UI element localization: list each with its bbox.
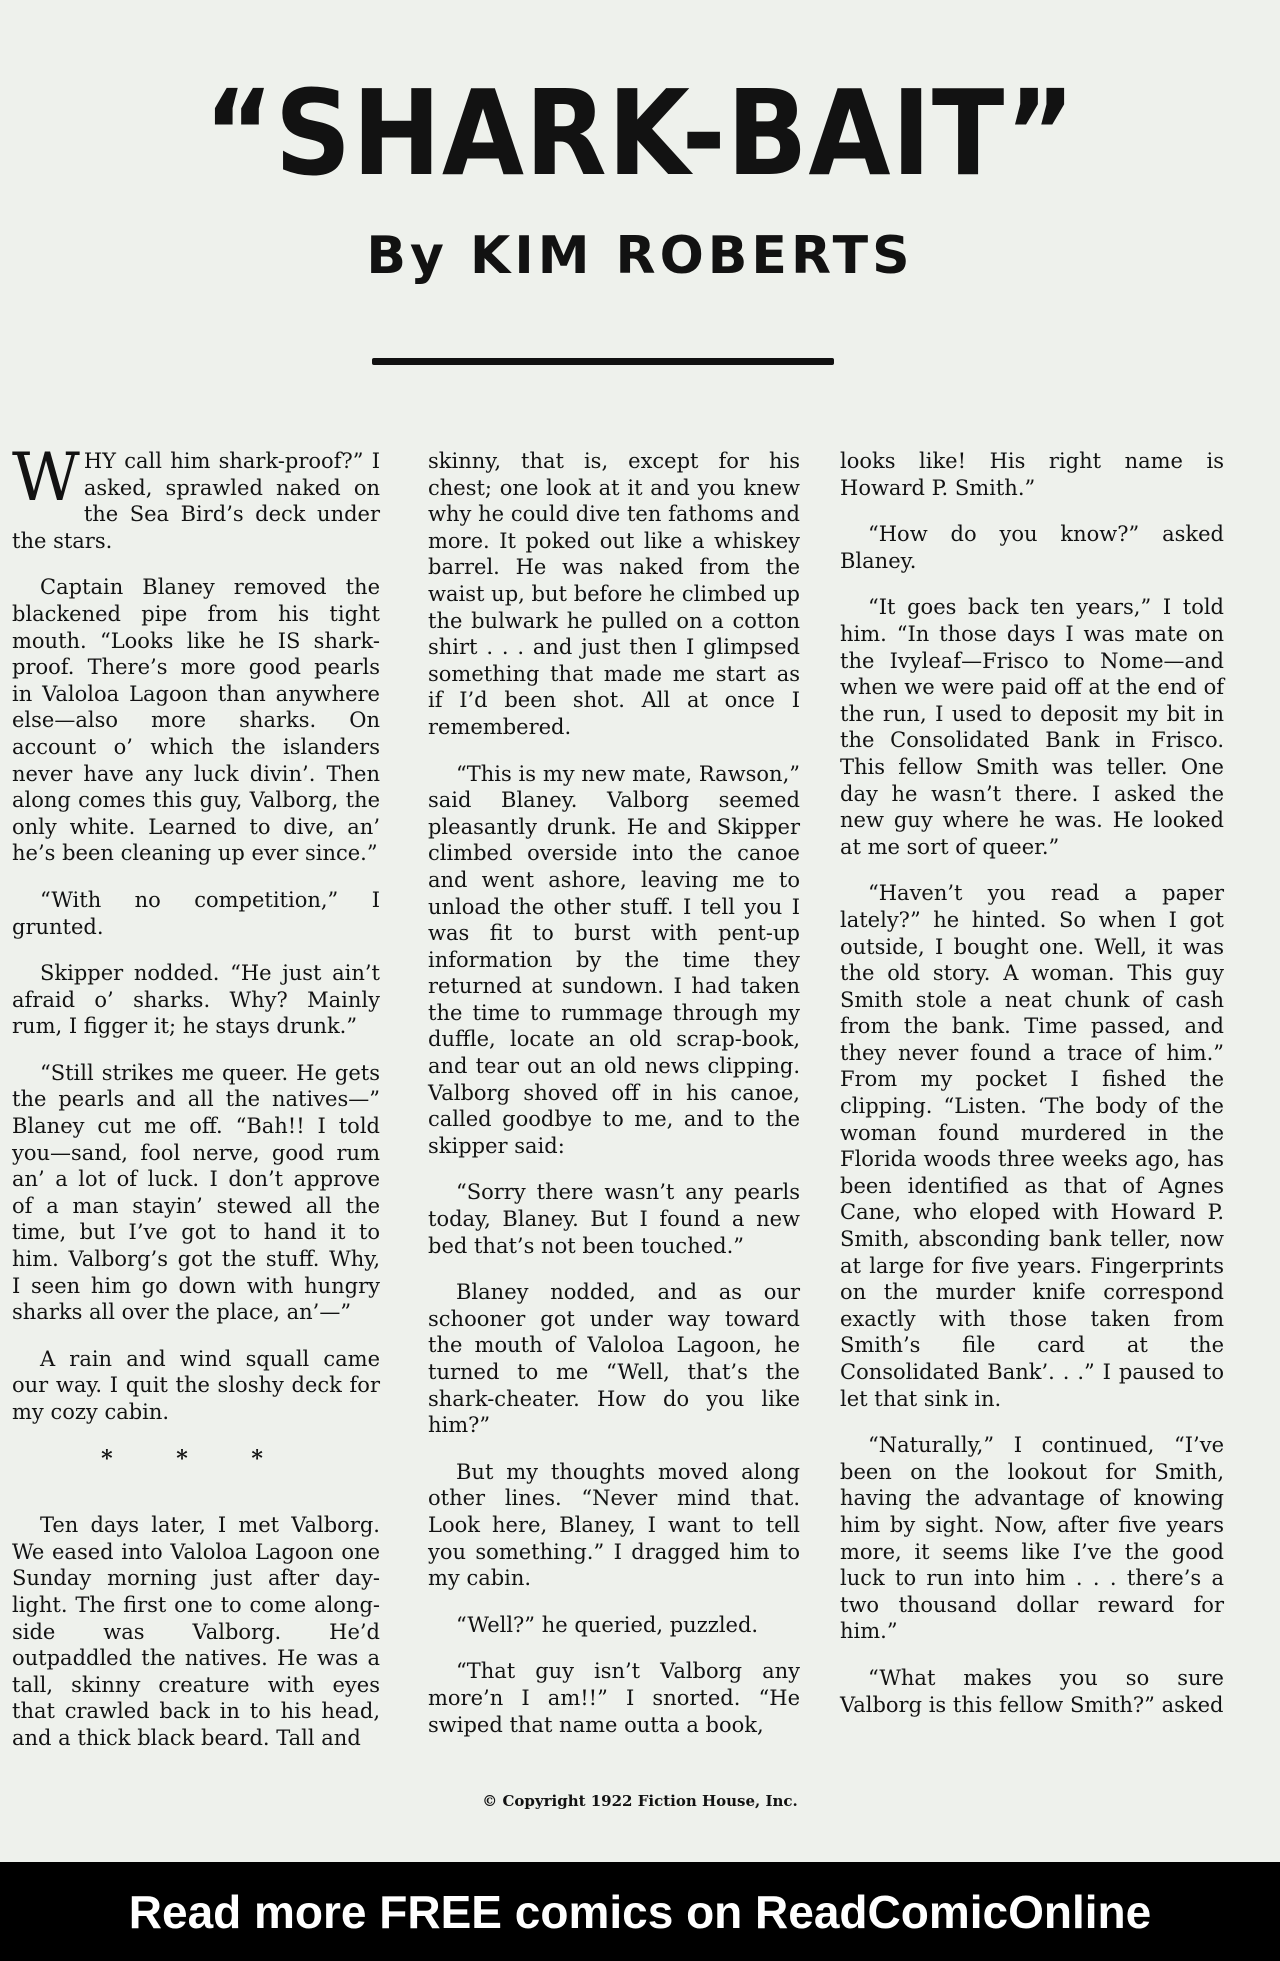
paragraph: looks like! His right name is Howard P. Smith.”	[840, 449, 1224, 500]
paragraph: Ten days later, I met Valborg. We eased into Valoloa Lagoon one Sunday morning just after day-light. The first one to come along-side was Valborg. He’d outpaddled the natives. He was a tall, skinny creature with eyes that crawled back in to his head, and a thick black beard. Tall and	[12, 1513, 380, 1750]
paragraph: Captain Blaney removed the blackened pipe from his tight mouth. “Looks like he IS shark-proof. There’s more good pearls in Valoloa Lagoon than anywhere else—also more sharks. On account o’ which the islanders never have any luck divin’. Then along comes this guy, Valborg, the only white. Learned to dive, an’ he’s been cleaning up ever since.”	[12, 575, 380, 866]
paragraph: “Still strikes me queer. He gets the pearls and all the natives—” Blaney cut me off. “Bah!! I told you—sand, fool nerve, good rum an’ a lot of luck. I don’t approve of a man stayin’ stewed all the time, but I’ve got to hand it to him. Valborg’s got the stuff. Why, I seen him go down with hungry sharks all over the place, an’—”	[12, 1060, 380, 1325]
paragraph: “What makes you so sure Valborg is this fellow Smith?” asked	[840, 1665, 1224, 1717]
paragraph: “Naturally,” I continued, “I’ve been on the lookout for Smith, having the advantage of knowing him by sight. Now, after five years more, it seems like I’ve the good luck to run into him . . . there’s a two thousand dollar reward for him.”	[840, 1433, 1224, 1644]
promo-banner-link[interactable]: Read more FREE comics on ReadComicOnline	[0, 1862, 1280, 1961]
copyright-notice: © Copyright 1922 Fiction House, Inc.	[482, 1792, 798, 1810]
paragraph: “Haven’t you read a paper lately?” he hinted. So when I got outside, I bought one. Well, it was the old story. A woman. This guy Smith stole a neat chunk of cash from the bank. Time passed, and they never found a trace of him.” From my pocket I fished the clipping. “Listen. ‘The body of the woman found murdered in the Florida woods three weeks ago, has been identified as that of Agnes Cane, who eloped with Howard P. Smith, absconding bank teller, now at large for five years. Fingerprints on the murder knife correspond exactly with those taken from Smith’s file card at the Consolidated Bank’. . .” I paused to let that sink in.	[840, 881, 1224, 1411]
paragraph: “Sorry there wasn’t any pearls today, Blaney. But I found a new bed that’s not been touched.”	[428, 1180, 800, 1258]
paragraph: Skipper nodded. “He just ain’t afraid o’ sharks. Why? Mainly rum, I figger it; he stays drunk.”	[12, 961, 380, 1039]
section-separator: * * *	[101, 1445, 291, 1472]
story-byline: By KIM ROBERTS	[366, 226, 914, 286]
paragraph: WHY call him shark-proof?” I asked, sprawled naked on the Sea Bird’s deck under the stars.	[12, 439, 380, 553]
drop-cap: W	[12, 439, 80, 516]
text-column-1	[12, 439, 380, 1772]
text-column-2	[428, 448, 800, 1758]
paragraph: A rain and wind squall came our way. I quit the sloshy deck for my cozy cabin.	[12, 1346, 380, 1424]
paragraph: Blaney nodded, and as our schooner got under way toward the mouth of Valoloa Lagoon, he turned to me “Well, that’s the shark-cheater. How do you like him?”	[428, 1280, 800, 1438]
paragraph: “It goes back ten years,” I told him. “In those days I was mate on the Ivyleaf—Frisco to Nome—and when we were paid off at the end of the run, I used to deposit my bit in the Consolidated Bank in Frisco. This fellow Smith was teller. One day he wasn’t there. I asked the new guy where he was. He looked at me sort of queer.”	[840, 595, 1224, 859]
text-column-3	[840, 448, 1224, 1738]
paragraph: “Well?” he queried, puzzled.	[456, 1612, 759, 1637]
title-rule	[372, 358, 834, 365]
story-title: “SHARK-BAIT”	[204, 64, 1076, 202]
paragraph: “How do you know?” asked Blaney.	[840, 522, 1224, 573]
paragraph: “With no competition,” I grunted.	[12, 887, 380, 939]
paragraph: skinny, that is, except for his chest; one look at it and you knew why he could dive ten fathoms and more. It poked out like a whiskey barrel. He was naked from the waist up, but before he climbed up the bulwark he pulled on a cotton shirt . . . and just then I glimpsed something that made me start as if I’d been shot. All at once I remembered.	[428, 449, 800, 739]
paragraph: “This is my new mate, Rawson,” said Blaney. Valborg seemed pleasantly drunk. He and Skipper climbed overside into the canoe and went ashore, leaving me to unload the other stuff. I tell you I was fit to burst with pent-up information by the time they returned at sundown. I had taken the time to rummage through my duffle, locate an old scrap-book, and tear out an old news clipping. Valborg shoved off in his canoe, called goodbye to me, and to the skipper said:	[428, 761, 800, 1158]
paragraph: “That guy isn’t Valborg any more’n I am!!” I snorted. “He swiped that name outta a book,	[428, 1659, 800, 1737]
paragraph: But my thoughts moved along other lines. “Never mind that. Look here, Blaney, I want to tell you something.” I dragged him to my cabin.	[428, 1459, 800, 1591]
